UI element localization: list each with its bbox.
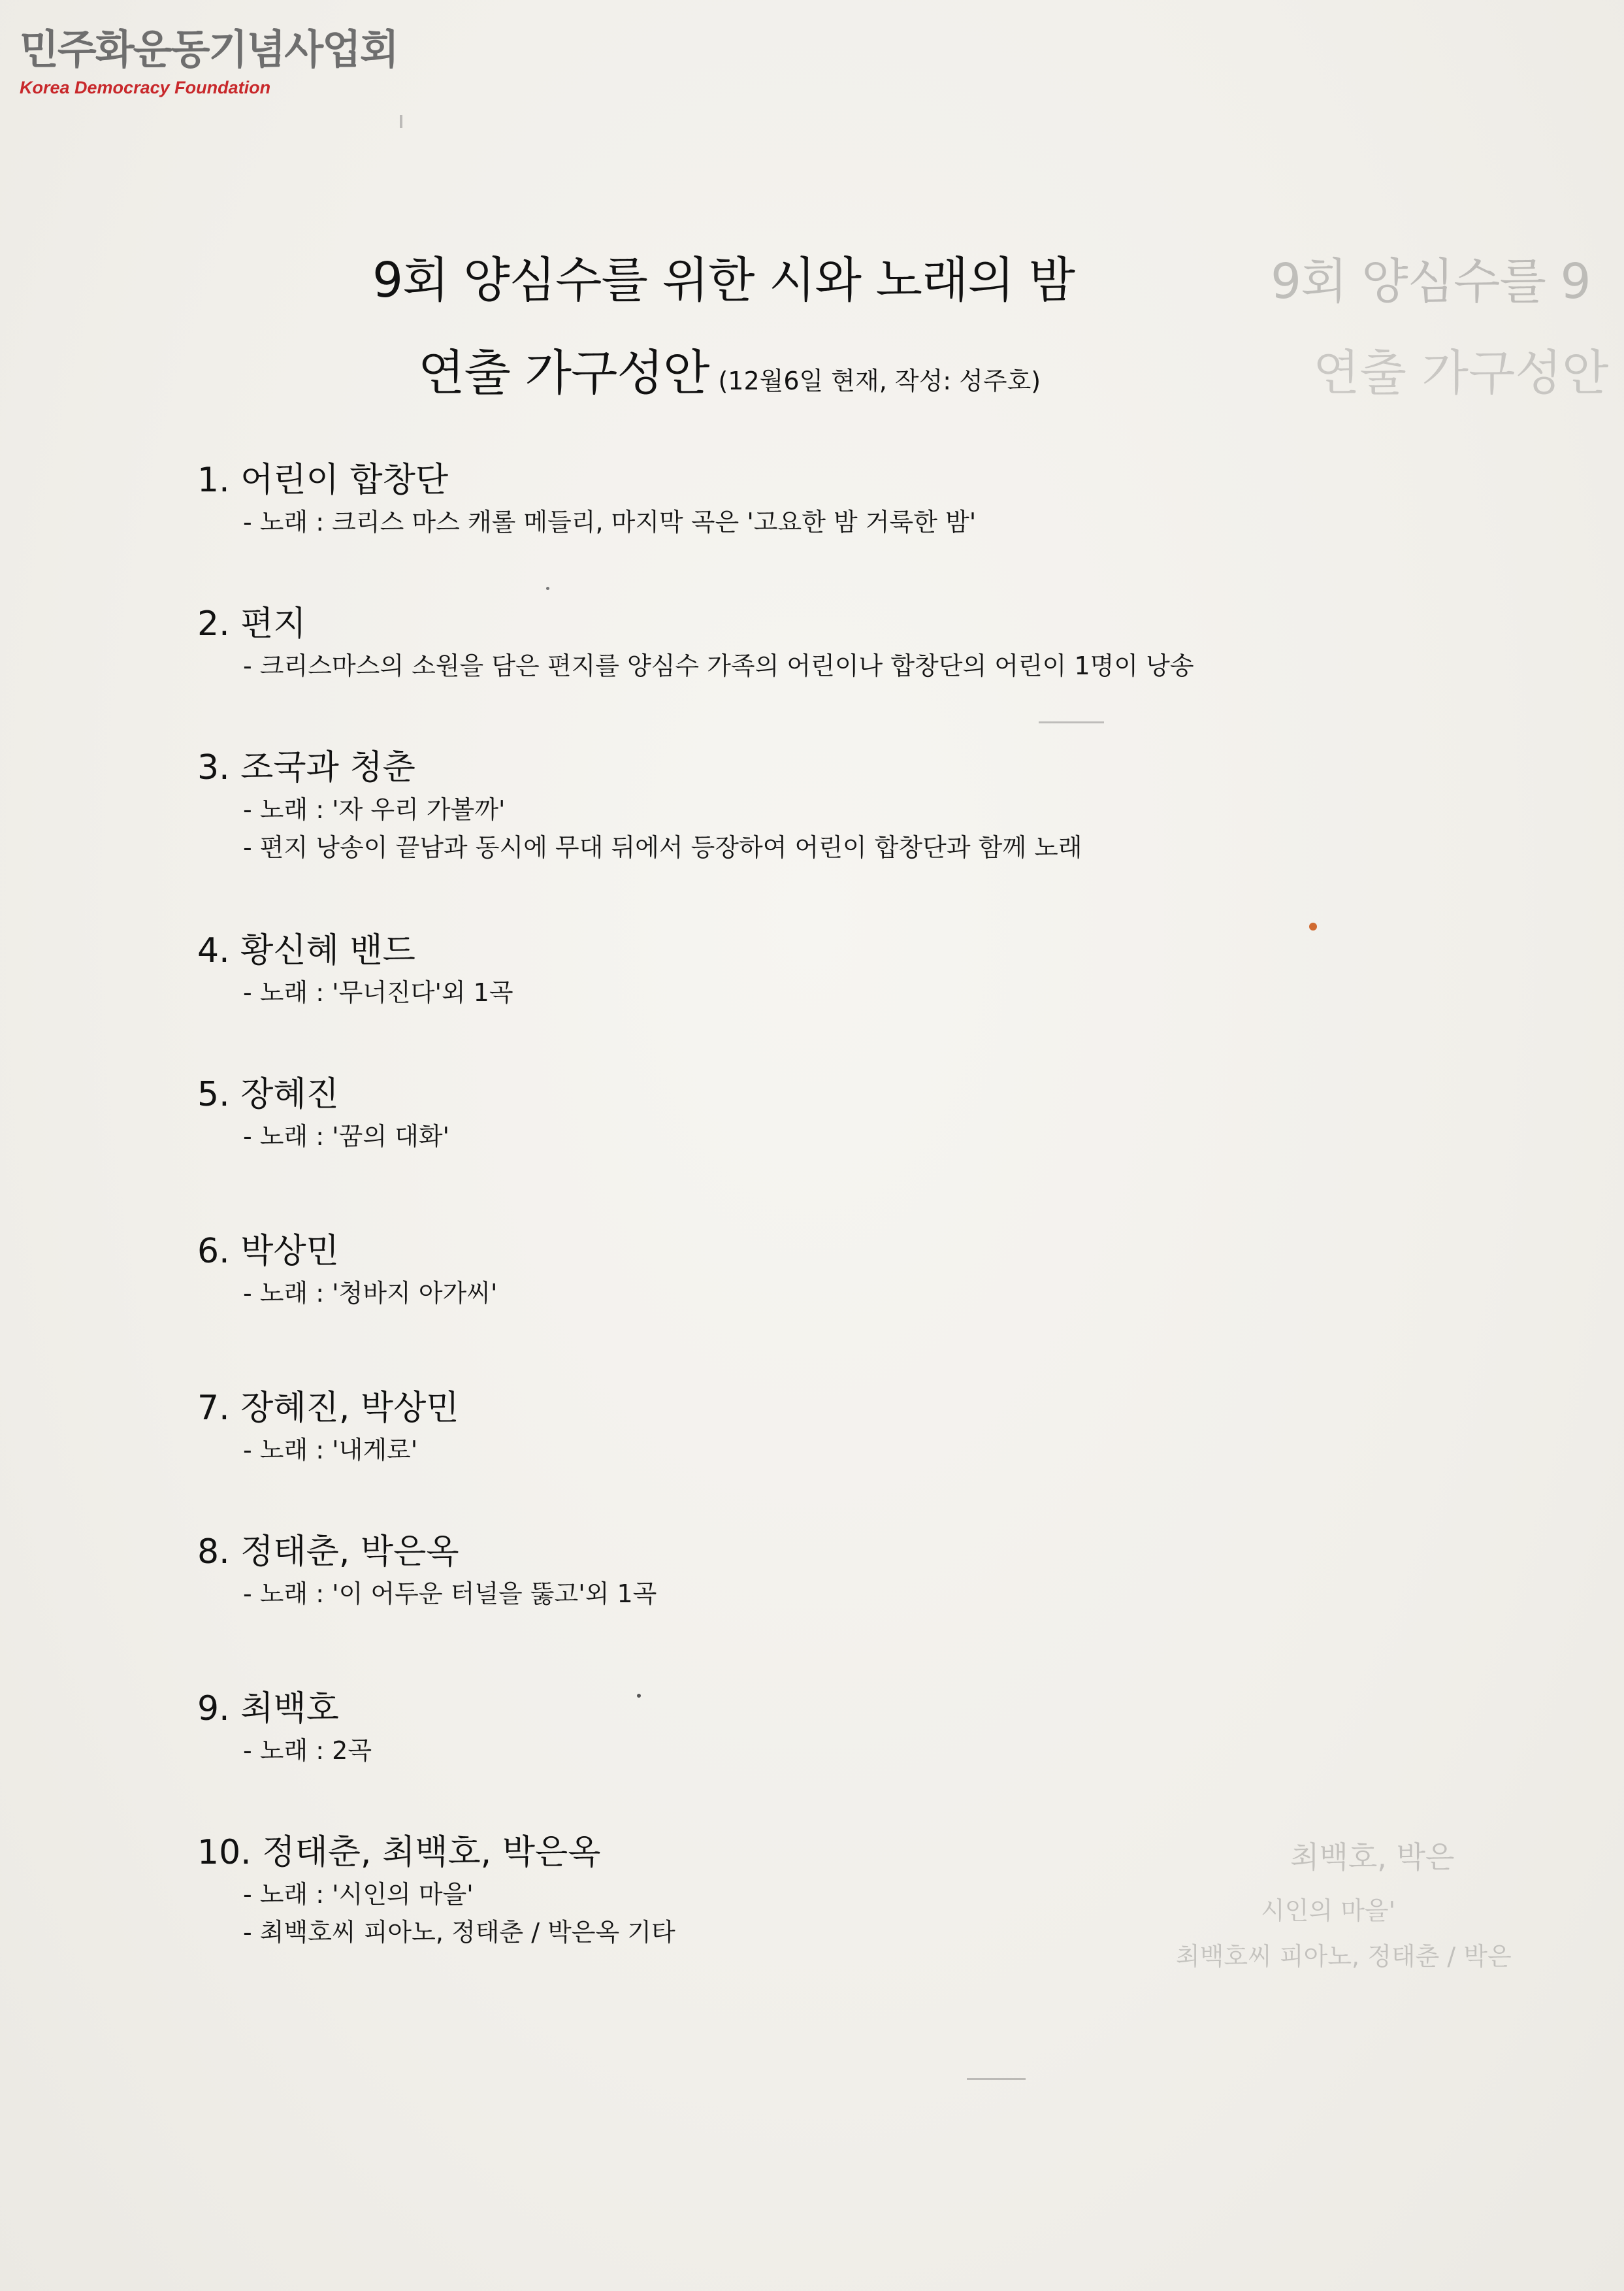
program-item-note: - 노래 : '자 우리 가볼까' xyxy=(243,795,506,824)
bleed-through-title: 9회 양심수를 9 xyxy=(1271,254,1591,310)
program-item xyxy=(197,457,1504,541)
program-item-note: - 노래 : '꿈의 대화' xyxy=(243,1122,449,1151)
program-item-title: 9. 최백호 xyxy=(197,1689,339,1728)
document-subtitle-line xyxy=(418,335,1041,404)
program-item-note: - 편지 낭송이 끝남과 동시에 무대 뒤에서 등장하여 어린이 합창단과 함께 노래 xyxy=(243,833,1082,862)
bleed-through-text: 최백호씨 피아노, 정태춘 / 박은 xyxy=(1176,1942,1512,1971)
program-item-note: - 크리스마스의 소원을 담은 편지를 양심수 가족의 어린이나 합창단의 어린이 1명이 낭송 xyxy=(243,651,1194,680)
program-item xyxy=(197,1529,1504,1613)
program-item xyxy=(197,1228,1504,1312)
scan-mark xyxy=(967,2078,1026,2080)
scan-speck xyxy=(546,587,549,590)
document-title-line2: 연출 가구성안 xyxy=(418,345,709,401)
bleed-through-text: 시인의 마을' xyxy=(1261,1896,1396,1925)
program-item-title: 5. 장혜진 xyxy=(197,1075,339,1114)
program-item xyxy=(197,928,1504,1012)
foundation-logo xyxy=(20,24,398,99)
bleed-through-title-line2: 연출 가구성안 xyxy=(1313,345,1609,401)
logo-korean-text: 민주화운동기념사업회 xyxy=(20,25,398,73)
scan-mark xyxy=(400,115,402,128)
program-item xyxy=(197,745,1504,866)
program-item-title: 3. 조국과 청춘 xyxy=(197,748,415,787)
scan-speck xyxy=(637,1694,641,1698)
document-date-author: (12월6일 현재, 작성: 성주호) xyxy=(718,367,1041,395)
program-item-note: - 노래 : '시인의 마을' xyxy=(243,1880,474,1909)
program-item-title: 7. 장혜진, 박상민 xyxy=(197,1389,459,1428)
program-item-note: - 노래 : 크리스 마스 캐롤 메들리, 마지막 곡은 '고요한 밤 거룩한 밤' xyxy=(243,508,977,536)
program-item-note: - 노래 : '무너진다'외 1곡 xyxy=(243,978,513,1007)
program-item-note: - 노래 : 2곡 xyxy=(243,1736,372,1765)
logo-english-text: Korea Democracy Foundation xyxy=(20,78,271,97)
program-item xyxy=(197,1686,1504,1770)
program-item-title: 6. 박상민 xyxy=(197,1232,339,1271)
program-item-title: 4. 황신혜 밴드 xyxy=(197,931,415,970)
program-item-note: - 노래 : '이 어두운 터널을 뚫고'외 1곡 xyxy=(243,1579,657,1608)
bleed-through-text: 최백호, 박은 xyxy=(1290,1839,1455,1875)
program-item-note: - 노래 : '내게로' xyxy=(243,1436,418,1464)
scan-mark xyxy=(1039,721,1104,723)
program-item xyxy=(197,1385,1504,1469)
document-title: 9회 양심수를 위한 시와 노래의 밤 xyxy=(372,252,1075,308)
program-item xyxy=(197,601,1504,685)
program-item xyxy=(197,1072,1504,1155)
program-item-title: 10. 정태춘, 최백호, 박은옥 xyxy=(197,1833,601,1872)
program-item-title: 1. 어린이 합창단 xyxy=(197,461,449,500)
program-item-title: 8. 정태춘, 박은옥 xyxy=(197,1532,459,1572)
program-item-note: - 노래 : '청바지 아가씨' xyxy=(243,1279,498,1308)
scan-speck xyxy=(1309,923,1317,931)
program-item-note: - 최백호씨 피아노, 정태춘 / 박은옥 기타 xyxy=(243,1918,675,1947)
program-item-title: 2. 편지 xyxy=(197,604,306,644)
